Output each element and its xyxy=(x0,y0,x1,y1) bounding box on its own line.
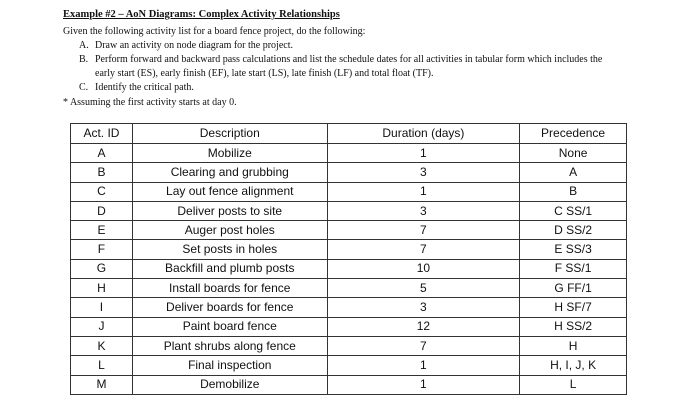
table-row xyxy=(71,240,627,259)
table-row xyxy=(71,298,627,317)
example-title: Example #2 – AoN Diagrams: Complex Activity Relationships xyxy=(63,9,340,20)
duration-cell: 7 xyxy=(327,221,520,240)
duration-cell: 12 xyxy=(327,317,520,336)
item-b-text-line1: Perform forward and backward pass calculations and list the schedule dates for all activities in tabular form which includes the xyxy=(95,54,603,65)
precedence-cell: H SS/2 xyxy=(520,317,627,336)
item-a-text: Draw an activity on node diagram for the project. xyxy=(95,40,293,51)
duration-cell: 1 xyxy=(327,375,520,394)
duration-cell: 10 xyxy=(327,259,520,278)
duration-cell: 5 xyxy=(327,279,520,298)
table-row xyxy=(71,182,627,201)
intro-text: Given the following activity list for a board fence project, do the following: xyxy=(63,26,366,37)
item-b-text-line2: early start (ES), early finish (EF), late start (LS), late finish (LF) and total float (TF). xyxy=(95,68,434,79)
assumption-note: * Assuming the first activity starts at day 0. xyxy=(63,97,237,108)
table-row xyxy=(71,144,627,163)
item-c-letter: C. xyxy=(79,82,89,93)
description-cell: Plant shrubs along fence xyxy=(132,336,327,355)
duration-cell: 7 xyxy=(327,336,520,355)
description-cell: Paint board fence xyxy=(132,317,327,336)
description-cell: Backfill and plumb posts xyxy=(132,259,327,278)
act-id-cell: C xyxy=(71,182,133,201)
activity-table xyxy=(70,123,627,395)
act-id-cell: G xyxy=(71,259,133,278)
table-row xyxy=(71,375,627,394)
description-cell: Deliver boards for fence xyxy=(132,298,327,317)
duration-cell: 1 xyxy=(327,144,520,163)
description-cell: Install boards for fence xyxy=(132,279,327,298)
duration-cell: 1 xyxy=(327,356,520,375)
item-b-letter: B. xyxy=(79,54,89,65)
precedence-cell: A xyxy=(520,163,627,182)
table-row xyxy=(71,201,627,220)
description-cell: Demobilize xyxy=(132,375,327,394)
description-cell: Auger post holes xyxy=(132,221,327,240)
act-id-cell: I xyxy=(71,298,133,317)
act-id-cell: A xyxy=(71,144,133,163)
table-body xyxy=(71,144,627,395)
act-id-cell: J xyxy=(71,317,133,336)
table-row xyxy=(71,279,627,298)
precedence-cell: F SS/1 xyxy=(520,259,627,278)
description-cell: Deliver posts to site xyxy=(132,201,327,220)
precedence-cell: C SS/1 xyxy=(520,201,627,220)
item-c-text: Identify the critical path. xyxy=(95,82,194,93)
precedence-cell: H SF/7 xyxy=(520,298,627,317)
precedence-cell: B xyxy=(520,182,627,201)
duration-cell: 3 xyxy=(327,163,520,182)
description-cell: Lay out fence alignment xyxy=(132,182,327,201)
act-id-cell: K xyxy=(71,336,133,355)
table-row xyxy=(71,317,627,336)
description-cell: Final inspection xyxy=(132,356,327,375)
header-duration: Duration (days) xyxy=(327,124,520,144)
precedence-cell: E SS/3 xyxy=(520,240,627,259)
duration-cell: 7 xyxy=(327,240,520,259)
table-row xyxy=(71,356,627,375)
header-precedence: Precedence xyxy=(520,124,627,144)
table-header-row xyxy=(71,124,627,144)
precedence-cell: D SS/2 xyxy=(520,221,627,240)
table-row xyxy=(71,163,627,182)
precedence-cell: G FF/1 xyxy=(520,279,627,298)
act-id-cell: D xyxy=(71,201,133,220)
act-id-cell: M xyxy=(71,375,133,394)
duration-cell: 1 xyxy=(327,182,520,201)
description-cell: Clearing and grubbing xyxy=(132,163,327,182)
table-row xyxy=(71,336,627,355)
description-cell: Mobilize xyxy=(132,144,327,163)
header-description: Description xyxy=(132,124,327,144)
table-row xyxy=(71,221,627,240)
duration-cell: 3 xyxy=(327,201,520,220)
precedence-cell: None xyxy=(520,144,627,163)
precedence-cell: H xyxy=(520,336,627,355)
header-act-id: Act. ID xyxy=(71,124,133,144)
table-row xyxy=(71,259,627,278)
description-cell: Set posts in holes xyxy=(132,240,327,259)
precedence-cell: L xyxy=(520,375,627,394)
item-a-letter: A. xyxy=(79,40,89,51)
act-id-cell: B xyxy=(71,163,133,182)
precedence-cell: H, I, J, K xyxy=(520,356,627,375)
act-id-cell: F xyxy=(71,240,133,259)
act-id-cell: H xyxy=(71,279,133,298)
duration-cell: 3 xyxy=(327,298,520,317)
act-id-cell: E xyxy=(71,221,133,240)
act-id-cell: L xyxy=(71,356,133,375)
